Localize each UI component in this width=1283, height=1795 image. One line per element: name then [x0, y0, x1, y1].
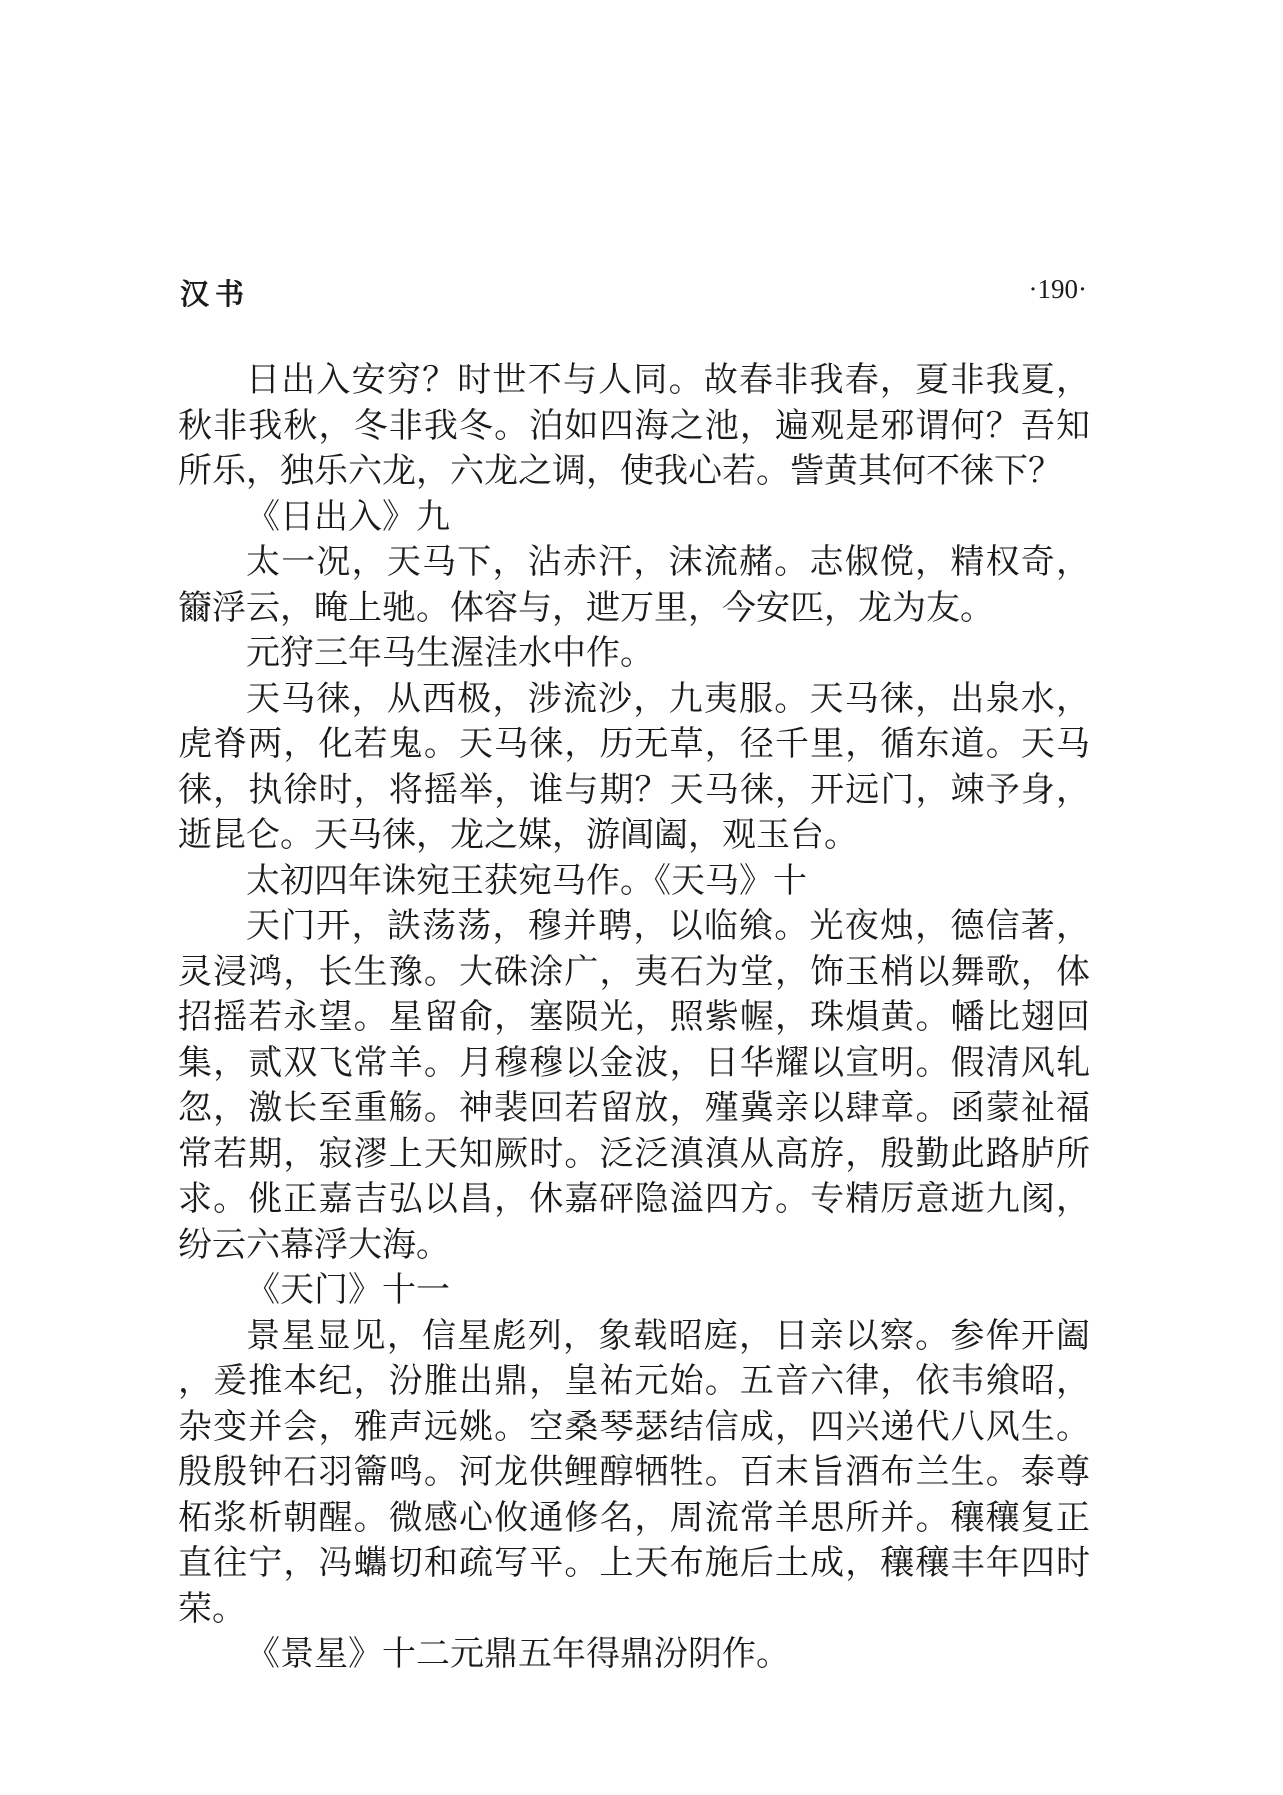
- paragraph-poem-jing-xing: 景星显见，信星彪列，象载昭庭，日亲以察。参侔开阖，爰推本纪，汾脽出鼎，皇祐元始。五音六律，依韦飨昭，杂变并会，雅声远姚。空桑琴瑟结信成，四兴递代八风生。殷殷钟石羽籥鸣。河龙供鲤醇牺牲。百末旨酒布兰生。泰尊柘浆析朝醒。微感心攸通修名，周流常羊思所并。穰穰复正直往宁，冯蠵切和疏写平。上天布施后土成，穰穰丰年四时荣。: [178, 1315, 1090, 1629]
- paragraph-poem-tai-yi: 太一况，天马下，沾赤汗，沫流赭。志俶傥，精权奇，籋浮云，晻上驰。体容与，迣万里，今安匹，龙为友。: [178, 542, 1090, 628]
- book-title: 汉书: [180, 277, 251, 311]
- poem-title-jing-xing: 《景星》十二元鼎五年得鼎汾阴作。: [246, 1634, 790, 1674]
- page-header: [180, 272, 1087, 312]
- poem-title-tian-ma: 太初四年诛宛王获宛马作。《天马》十: [246, 860, 807, 901]
- poem-note-yuan-shou: 元狩三年马生渥洼水中作。: [246, 633, 654, 673]
- poem-title-ri-chu-ru: 《日出入》九: [246, 496, 450, 537]
- page-number: ·190·: [1028, 274, 1087, 304]
- paragraph-poem-tian-men: 天门开，詄荡荡，穆并聘，以临飨。光夜烛，德信著，灵浸鸿，长生豫。大硃涂广，夷石为堂，饰玉梢以舞歌，体招摇若永望。星留俞，塞陨光，照紫幄，珠熉黄。幡比翅回集，贰双飞常羊。月穆穆以金波，日华耀以宣明。假清风轧忽，激长至重觞。神裴回若留放，殣冀亲以肆章。函蒙祉福常若期，寂漻上天知厥时。泛泛滇滇从高斿，殷勤此路胪所求。佻正嘉吉弘以昌，休嘉砰隐溢四方。专精厉意逝九阂，纷云六幕浮大海。: [178, 906, 1090, 1265]
- poem-title-tian-men: 《天门》十一: [246, 1270, 450, 1310]
- body-text: [178, 358, 1090, 1678]
- paragraph-poem-tian-ma-lai: 天马徕，从西极，涉流沙，九夷服。天马徕，出泉水，虎脊两，化若鬼。天马徕，历无草，径千里，循东道。天马徕，执徐时，将摇举，谁与期？天马徕，开远门，竦予身，逝昆仑。天马徕，龙之媒，游阊阖，观玉台。: [178, 678, 1090, 855]
- paragraph-poem-ri-chu-ru: 日出入安穷？时世不与人同。故春非我春，夏非我夏，秋非我秋，冬非我冬。泊如四海之池，遍观是邪谓何？吾知所乐，独乐六龙，六龙之调，使我心若。訾黄其何不徕下？: [178, 360, 1090, 491]
